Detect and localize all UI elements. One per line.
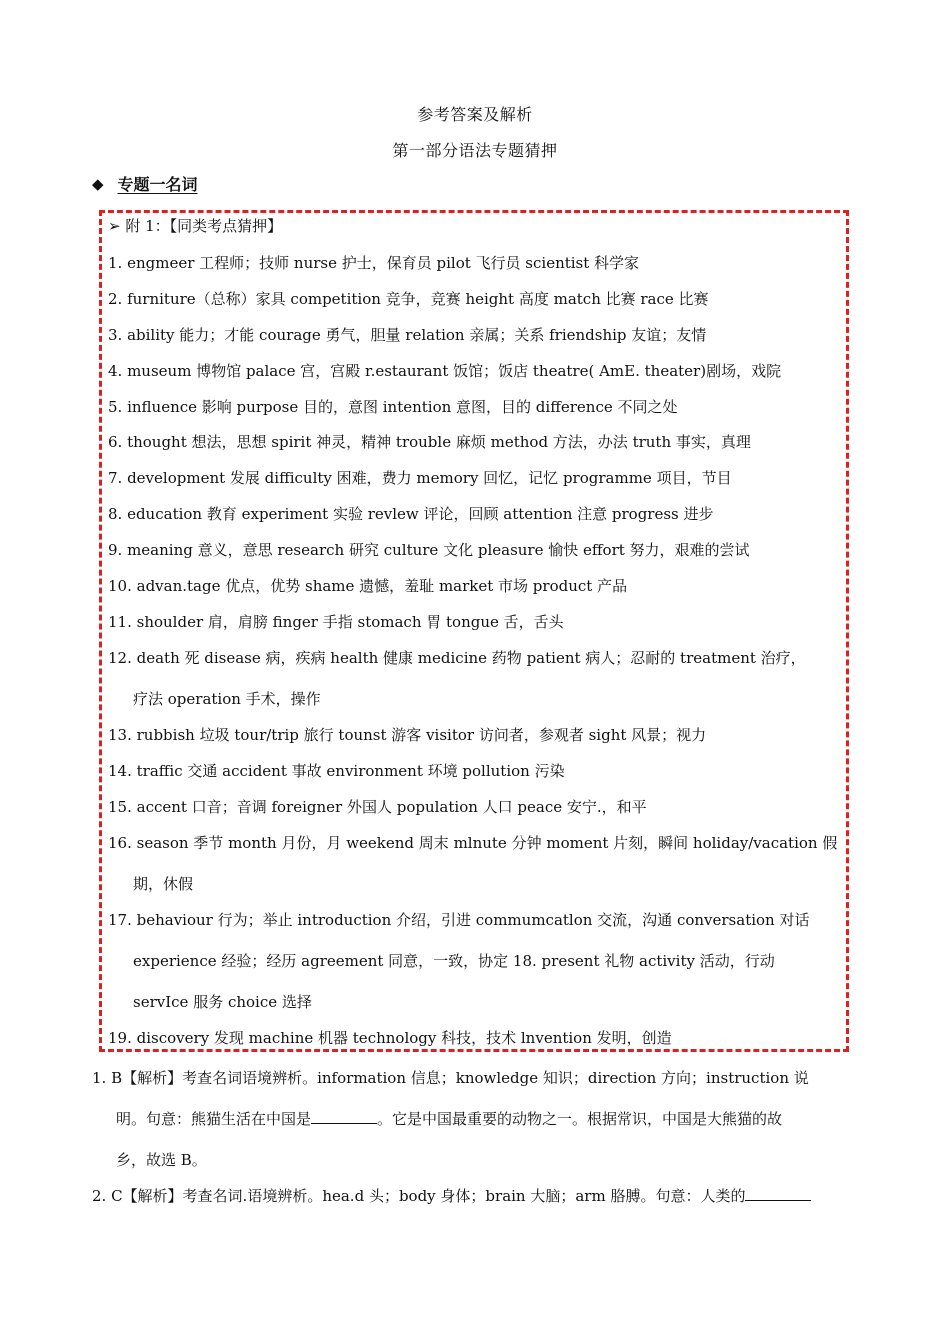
box-line: 1. engmeer 工程师；技师 nurse 护士，保育员 pilot 飞行员 scientist 科学家 xyxy=(108,254,640,272)
answer-1-line: 1. B【解析】考查名词语境辨析。information 信息；knowledge 知识；direction 方向；instruction 说 xyxy=(92,1069,809,1087)
box-line: 13. rubbish 垃圾 tour/trip 旅行 tounst 游客 visitor 访问者，参观者 sight 风景；视力 xyxy=(108,726,707,744)
diamond-bullet-icon: ◆ xyxy=(92,174,104,193)
box-line: 3. ability 能力；才能 courage 勇气，胆量 relation 亲属；关系 friendship 友谊；友情 xyxy=(108,326,707,344)
box-line: 6. thought 想法，思想 spirit 神灵，精神 trouble 麻烦 method 方法，办法 truth 事实，真理 xyxy=(108,433,751,451)
answer-blank xyxy=(311,1109,377,1124)
box-line: 16. season 季节 month 月份，月 weekend 周末 mlnute 分钟 moment 片刻，瞬间 holiday/vacation 假 xyxy=(108,834,838,852)
box-line: experience 经验；经历 agreement 同意，一致，协定 18. present 礼物 activity 活动，行动 xyxy=(133,952,775,970)
box-line: 期，休假 xyxy=(133,875,194,893)
box-line: 10. advan.tage 优点，优势 shame 遗憾，羞耻 market 市场 product 产品 xyxy=(108,577,628,595)
box-line: 14. traffic 交通 accident 事故 environment 环境 pollution 污染 xyxy=(108,762,565,780)
answer-text: 2. C【解析】考查名词.语境辨析。hea.d 头；body 身体；brain 大脑；arm 胳膊。句意：人类的 xyxy=(92,1187,746,1205)
box-line: 19. discovery 发现 machine 机器 technology 科技，技术 lnvention 发明，创造 xyxy=(108,1029,672,1047)
document-title: 参考答案及解析 xyxy=(417,105,533,124)
section-label: 专题一名词 xyxy=(117,175,198,194)
document-subtitle: 第一部分语法专题猜押 xyxy=(392,141,558,160)
box-line: 5. influence 影响 purpose 目的，意图 intention 意图，目的 difference 不同之处 xyxy=(108,398,678,416)
answer-2-line xyxy=(92,1186,811,1206)
box-line: 8. education 教育 experiment 实验 revlew 评论，回顾 attention 注意 progress 进步 xyxy=(108,505,714,523)
box-line: 17. behaviour 行为；举止 introduction 介绍，引进 commumcatlon 交流，沟通 conversation 对话 xyxy=(108,911,810,929)
box-line: 9. meaning 意义，意思 research 研究 culture 文化 pleasure 愉快 effort 努力，艰难的尝试 xyxy=(108,541,750,559)
box-line: 12. death 死 disease 病，疾病 health 健康 medicine 药物 patient 病人；忍耐的 treatment 治疗， xyxy=(108,649,806,667)
answer-text: 。它是中国最重要的动物之一。根据常识，中国是大熊猫的故 xyxy=(377,1110,783,1128)
box-line: 疗法 operation 手术，操作 xyxy=(133,690,321,708)
box-line: 11. shoulder 肩，肩膀 finger 手指 stomach 胃 tongue 舌，舌头 xyxy=(108,613,564,631)
answer-1-line xyxy=(116,1109,782,1129)
answer-blank xyxy=(745,1186,811,1201)
answer-text: 明。句意：熊猫生活在中国是 xyxy=(116,1110,312,1128)
box-line: 4. museum 博物馆 palace 宫，宫殿 r.estaurant 饭馆；饭店 theatre( AmE. theater)剧场，戏院 xyxy=(108,362,782,380)
box-line: 2. furniture（总称）家具 competition 竞争，竞赛 height 高度 match 比赛 race 比赛 xyxy=(108,290,709,308)
answer-1-line: 乡，故选 B。 xyxy=(116,1151,207,1169)
box-line: 7. development 发展 difficulty 困难，费力 memory 回忆，记忆 programme 项目，节目 xyxy=(108,469,732,487)
box-line: 15. accent 口音；音调 foreigner 外国人 population 人口 peace 安宁.，和平 xyxy=(108,798,647,816)
box-line: servIce 服务 choice 选择 xyxy=(133,993,312,1011)
section-heading xyxy=(92,172,198,195)
box-line: ➢ 附 1：【同类考点猜押】 xyxy=(108,217,283,235)
